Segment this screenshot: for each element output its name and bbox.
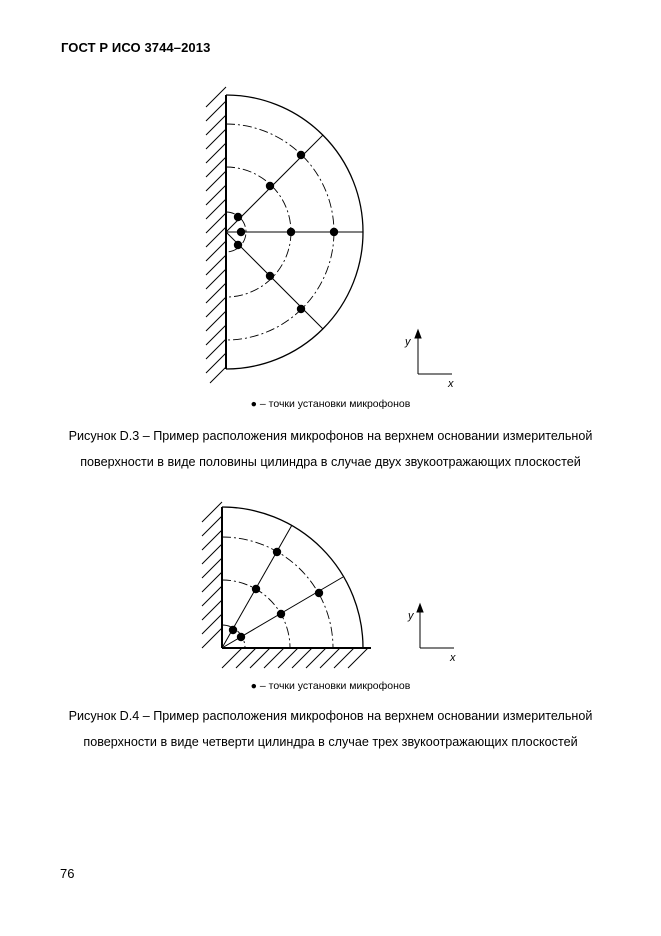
mic-point — [297, 151, 305, 159]
mic-point — [234, 213, 242, 221]
page-number: 76 — [60, 866, 75, 881]
axis-indicator — [415, 330, 452, 374]
document-header: ГОСТ Р ИСО 3744–2013 — [61, 40, 211, 55]
wall-hatching-floor — [222, 648, 368, 668]
mic-point — [297, 305, 305, 313]
microphone-points — [229, 548, 323, 641]
mic-point — [237, 228, 245, 236]
mic-point — [315, 589, 323, 597]
wall-hatching — [206, 87, 226, 383]
figure-d4-caption: Рисунок D.4 – Пример расположения микрофонов на верхнем основании измерительной поверхности в виде четверти цилиндра в случае трех звукоотражающих плоскостей — [68, 709, 593, 749]
mic-point — [273, 548, 281, 556]
wall-hatching-vertical — [202, 502, 222, 648]
mic-point — [330, 228, 338, 236]
axis-indicator — [417, 604, 454, 648]
mic-point — [252, 585, 260, 593]
mic-point — [277, 610, 285, 618]
figure-d4-legend: ● – точки установки микрофонов — [250, 680, 411, 692]
mic-point — [266, 182, 274, 190]
figure-d3-caption: Рисунок D.3 – Пример расположения микрофонов на верхнем основании измерительной поверхности в виде половины цилиндра в случае двух звукоотражающих плоскостей — [68, 429, 593, 469]
mic-point — [234, 241, 242, 249]
axis-x-label: x — [450, 652, 456, 664]
mic-point — [237, 633, 245, 641]
figure-d3-drawing — [0, 0, 661, 400]
figure-d3-legend: ● – точки установки микрофонов — [250, 398, 411, 410]
axis-y-label: y — [405, 336, 411, 348]
figure-d4-drawing — [0, 495, 661, 675]
axis-y-label: y — [408, 610, 414, 622]
mic-point — [266, 272, 274, 280]
mic-point — [287, 228, 295, 236]
axis-x-label: x — [448, 378, 454, 390]
mic-point — [229, 626, 237, 634]
